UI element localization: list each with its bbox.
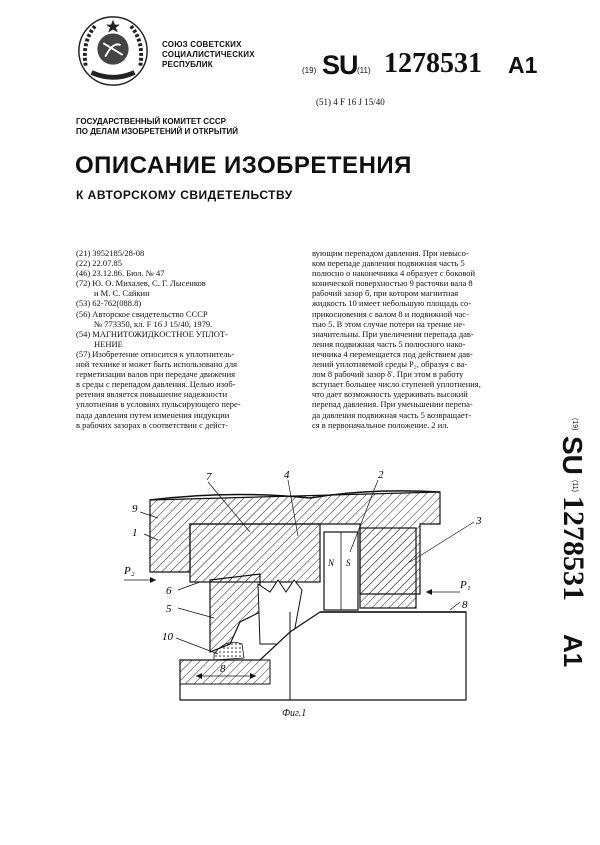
abstract-line: ления подвижная часть 5 полюсного нако- xyxy=(312,338,466,349)
ussr-emblem-icon xyxy=(74,12,152,90)
abstract-line: тью 5. В этом случае потери на трение не- xyxy=(312,318,465,329)
abstract-line: жидкость 10 имеет небольшую площадь со- xyxy=(312,298,472,309)
committee-name: ГОСУДАРСТВЕННЫЙ КОМИТЕТ СССР ПО ДЕЛАМ ИЗОБРЕТЕНИЙ И ОТКРЫТИЙ xyxy=(76,117,239,136)
abstract-line: конической поверхностью 9 расточки вала 8 xyxy=(312,278,473,289)
label-7: 7 xyxy=(206,471,212,483)
bibliographic-data xyxy=(76,248,312,430)
label-8-dim: 8 xyxy=(220,663,226,675)
biblio-line: и М. С. Сайкин xyxy=(94,288,150,299)
country-name: СОЮЗ СОВЕТСКИХ СОЦИАЛИСТИЧЕСКИХ РЕСПУБЛИК xyxy=(162,40,255,69)
biblio-line: № 773350, кл. F 16 J 15/40, 1979. xyxy=(94,318,213,329)
label-8: 8 xyxy=(462,599,468,611)
biblio-line: в среды с перепадом давления. Целью изоб- xyxy=(76,379,236,390)
label-3: 3 xyxy=(476,515,482,527)
label-p2: P₂ xyxy=(124,565,135,577)
biblio-line: (22) 22.07.85 xyxy=(76,258,123,269)
abstract-line: полюсно о наконечника 4 образует с боковой xyxy=(312,268,476,279)
technical-drawing xyxy=(110,462,510,732)
label-10: 10 xyxy=(162,631,173,643)
label-6: 6 xyxy=(166,585,172,597)
label-9: 9 xyxy=(132,503,138,515)
patent-number: 1278531 xyxy=(384,48,482,79)
abstract-line: лений уплотняемой среды P₂, образуя с ва- xyxy=(312,359,468,370)
abstract-line: ком перепаде давления подвижная часть 5 xyxy=(312,258,465,269)
label-2: 2 xyxy=(378,469,384,481)
biblio-line: НЕНИЕ xyxy=(94,338,123,349)
biblio-line: уплотнения в условиях пульсирующего пере- xyxy=(76,399,241,410)
abstract-line: рабочий зазор б, при котором магнитная xyxy=(312,288,459,299)
abstract-line: вующим перепадом давления. При невысо- xyxy=(312,248,469,258)
figure-caption: Фиг.1 xyxy=(282,708,307,719)
abstract-line: что дает возможность удерживать высокий xyxy=(312,389,468,400)
abstract-line: прикосновения с валом 8 и подвижной час- xyxy=(312,308,469,319)
pole-piece xyxy=(190,524,320,582)
pole-piece-right xyxy=(360,528,416,608)
abstract-continuation xyxy=(312,248,550,430)
document-title: ОПИСАНИЕ ИЗОБРЕТЕНИЯ xyxy=(75,152,412,179)
biblio-line: ретения является повышение надежности xyxy=(76,389,228,400)
label-4: 4 xyxy=(284,469,290,481)
biblio-line: (46) 23.12.86. Бюл. № 47 xyxy=(76,268,165,279)
inid-19: (19) xyxy=(302,66,317,75)
movable-part xyxy=(210,574,260,652)
label-N: N xyxy=(328,558,335,568)
biblio-line: (21) 3952185/28-08 xyxy=(76,248,145,258)
abstract-line: нечника 4 перемещается под действием дав- xyxy=(312,348,473,359)
document-subtitle: К АВТОРСКОМУ СВИДЕТЕЛЬСТВУ xyxy=(76,188,293,202)
biblio-line: в рабочих зазорах в соответствии с дейст- xyxy=(76,419,228,430)
abstract-line: да давления подвижная часть 5 возвращает- xyxy=(312,409,472,420)
ipc-class: (51) 4 F 16 J 15/40 xyxy=(316,97,385,107)
abstract-line: значительны. При увеличении перепада дав- xyxy=(312,328,474,339)
country-code: SU xyxy=(322,50,358,80)
label-p1: P₁ xyxy=(460,579,471,591)
abstract-line: вступает большее число ступеней уплотнения, xyxy=(312,379,481,390)
abstract-line: ся в первоначальное положение. 2 ил. xyxy=(312,419,449,430)
biblio-line: ной технике и может быть использовано для xyxy=(76,359,237,370)
biblio-line: (72) Ю. О. Михалев, С. Г. Лысенков xyxy=(76,278,206,289)
abstract-line: перепад давления. При уменьшении перепа- xyxy=(312,399,473,410)
abstract-line: лом 8 рабочий зазор δ'. При этом в работу xyxy=(312,369,464,380)
inid-11: (11) xyxy=(357,66,371,75)
biblio-line: герметизации валов при передаче движения xyxy=(76,369,236,380)
label-5: 5 xyxy=(166,603,172,615)
label-S: S xyxy=(346,558,351,568)
label-1: 1 xyxy=(132,527,138,539)
kind-code: A1 xyxy=(508,52,538,78)
biblio-line: (54) МАГНИТОЖИДКОСТНОЕ УПЛОТ- xyxy=(76,328,228,339)
biblio-line: пада давления путем изменения индукции xyxy=(76,409,230,420)
side-patent-number: (19) SU (11) 1278531 A1 xyxy=(557,418,590,668)
biblio-line: (57) Изобретение относится к уплотнитель- xyxy=(76,348,235,359)
biblio-line: (53) 62-762(088.8) xyxy=(76,298,142,309)
biblio-line: (56) Авторское свидетельство СССР xyxy=(76,308,208,319)
